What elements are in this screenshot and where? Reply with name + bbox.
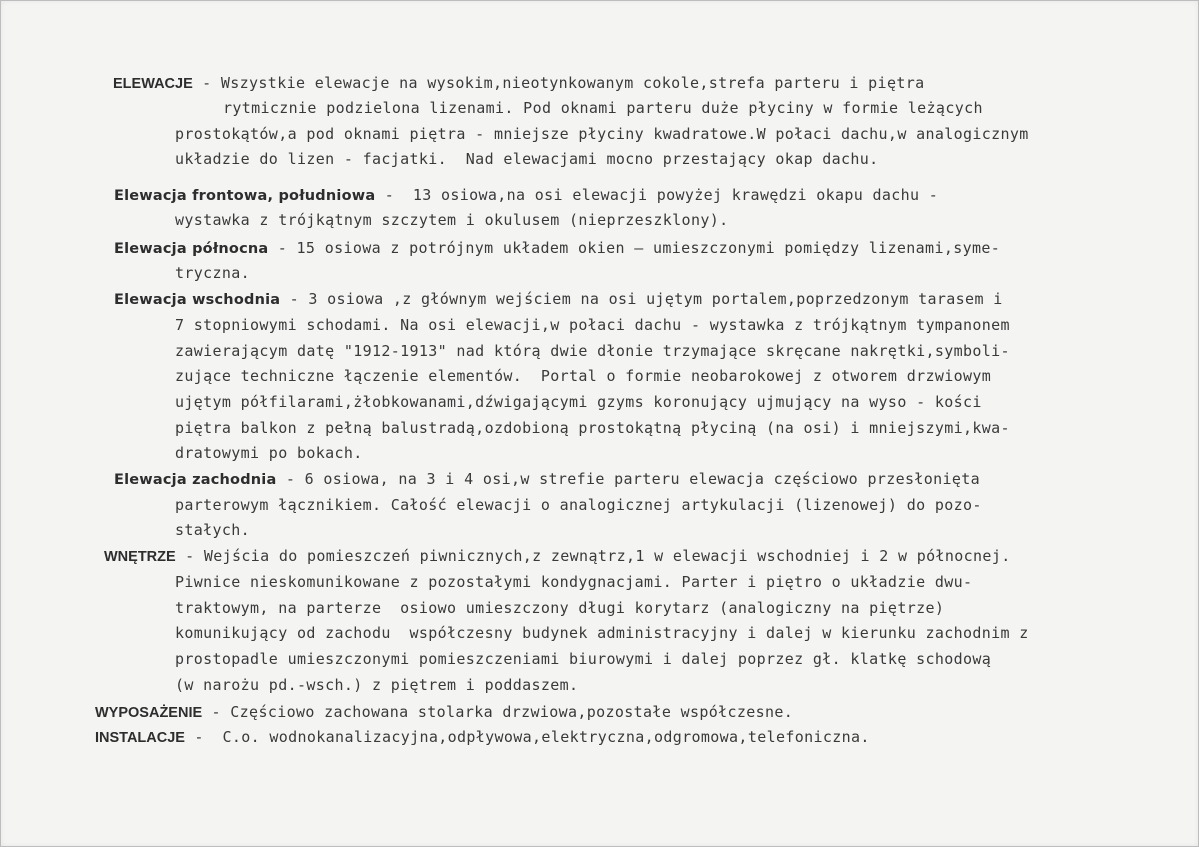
wschodnia-text-2: 7 stopniowymi schodami. Na osi elewacji,w połaci dachu - wystawka z trójkątnym tympanonem — [175, 316, 1010, 334]
wschodnia-text-5: ujętym półfilarami,żłobkowanami,dźwigającymi gzyms koronujący ujmujący na wyso - kości — [175, 393, 982, 411]
frontowa-text-2: wystawka z trójkątnym szczytem i okulusem (nieprzeszklony). — [175, 211, 729, 229]
instalacje-text: - C.o. wodnokanalizacyjna,odpływowa,elektryczna,odgromowa,telefoniczna. — [184, 728, 870, 746]
wyposazenie-heading: WYPOSAŻENIE — [95, 705, 203, 721]
instalacje-line — [95, 728, 870, 747]
wschodnia-heading: Elewacja wschodnia — [114, 292, 281, 308]
frontowa-line-1 — [114, 186, 938, 205]
wyposazenie-text: - Częściowo zachowana stolarka drzwiowa,pozostałe współczesne. — [202, 703, 794, 721]
zachodnia-text-3: stałych. — [175, 521, 251, 539]
polnocna-heading: Elewacja północna — [114, 241, 269, 257]
elewacje-line-1 — [113, 74, 924, 93]
zachodnia-line-1 — [114, 470, 980, 489]
wnetrze-heading: WNĘTRZE — [104, 549, 176, 565]
wnetrze-text-2: Piwnice nieskomunikowane z pozostałymi kondygnacjami. Parter i piętro o układzie dwu- — [175, 573, 973, 591]
zachodnia-text-1: - 6 osiowa, na 3 i 4 osi,w strefie parteru elewacja częściowo przesłonięta — [276, 470, 981, 488]
wnetrze-text-1: - Wejścia do pomieszczeń piwnicznych,z zewnątrz,1 w elewacji wschodniej i 2 w północnej. — [175, 547, 1011, 565]
zachodnia-heading: Elewacja zachodnia — [114, 472, 277, 488]
elewacje-text-2: rytmicznie podzielona lizenami. Pod oknami parteru duże płyciny w formie leżących — [223, 99, 983, 117]
wschodnia-text-7: dratowymi po bokach. — [175, 444, 363, 462]
wnetrze-line-1 — [104, 547, 1011, 566]
frontowa-heading: Elewacja frontowa, południowa — [114, 188, 376, 204]
wschodnia-text-6: piętra balkon z pełną balustradą,ozdobioną prostokątną płyciną (na osi) i mniejszymi,kwa- — [175, 419, 1010, 437]
polnocna-text-2: tryczna. — [175, 264, 251, 282]
instalacje-heading: INSTALACJE — [95, 730, 185, 746]
polnocna-line-1 — [114, 239, 1000, 258]
elewacje-text-1: - Wszystkie elewacje na wysokim,nieotynkowanym cokole,strefa parteru i piętra — [192, 74, 925, 92]
wschodnia-text-3: zawierającym datę "1912-1913" nad którą dwie dłonie trzymające skręcane nakrętki,symboli- — [175, 342, 1010, 360]
frontowa-text-1: - 13 osiowa,na osi elewacji powyżej krawędzi okapu dachu - — [375, 186, 939, 204]
wschodnia-text-1: - 3 osiowa ,z głównym wejściem na osi ujętym portalem,poprzedzonym tarasem i — [280, 290, 1003, 308]
wnetrze-text-3: traktowym, na parterze osiowo umieszczony długi korytarz (analogiczny na piętrze) — [175, 599, 945, 617]
wschodnia-line-1 — [114, 290, 1003, 309]
elewacje-text-4: układzie do lizen - facjatki. Nad elewacjami mocno przestający okap dachu. — [175, 150, 879, 168]
wnetrze-text-6: (w narożu pd.-wsch.) z piętrem i poddaszem. — [175, 676, 579, 694]
polnocna-text-1: - 15 osiowa z potrójnym układem okien — umieszczonymi pomiędzy lizenami,syme- — [268, 239, 1001, 257]
wschodnia-text-4: zujące techniczne łączenie elementów. Portal o formie neobarokowej z otworem drzwiowym — [175, 367, 992, 385]
elewacje-heading: ELEWACJE — [113, 76, 193, 92]
wnetrze-text-5: prostopadle umieszczonymi pomieszczeniami biurowymi i dalej poprzez gł. klatkę schodową — [175, 650, 992, 668]
zachodnia-text-2: parterowym łącznikiem. Całość elewacji o analogicznej artykulacji (lizenowej) do pozo- — [175, 496, 982, 514]
wyposazenie-line — [95, 703, 793, 722]
wnetrze-text-4: komunikujący od zachodu współczesny budynek administracyjny i dalej w kierunku zachodnim z — [175, 624, 1029, 642]
elewacje-text-3: prostokątów,a pod oknami piętra - mniejsze płyciny kwadratowe.W połaci dachu,w analogicznym — [175, 125, 1029, 143]
